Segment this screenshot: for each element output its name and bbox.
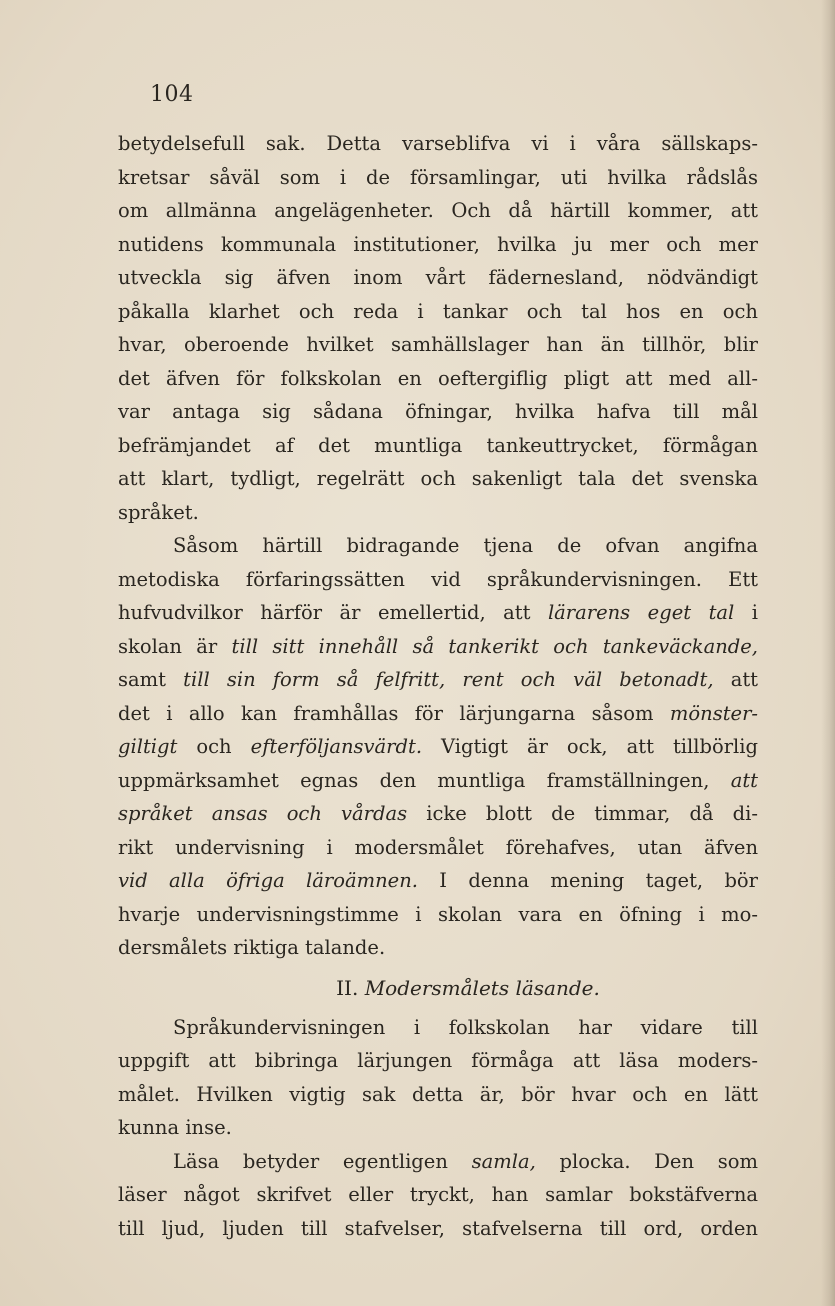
text-line: uppmärksamhet egnas den muntliga framställningen, att (118, 768, 758, 792)
text-line: rikt undervisning i modersmålet förehafves, utan äfven (118, 835, 758, 859)
italic-phrase: mönster- (669, 701, 758, 725)
text-line: hvar, oberoende hvilket samhällslager han än tillhör, blir (118, 333, 758, 356)
italic-phrase: vid alla öfriga läroämnen. (118, 869, 418, 892)
italic-phrase: till sitt innehåll så tankerikt och tankeväckande, (231, 634, 758, 658)
italic-phrase: språket ansas och vårdas (118, 802, 408, 825)
text-line: det äfven för folkskolan en oeftergiflig pligt att med all- (118, 366, 758, 390)
text-line: Språkundervisningen i folkskolan har vidare till (173, 1015, 758, 1039)
italic-phrase: samla, (471, 1149, 536, 1173)
text-line: dersmålets riktiga talande. (118, 936, 386, 959)
text-line: uppgift att bibringa lärjungen förmåga att läsa moders- (118, 1049, 758, 1072)
text-line: betydelsefull sak. Detta varseblifva vi i våra sällskaps- (118, 132, 758, 155)
page-body-text (118, 127, 758, 1245)
text-line: var antaga sig sådana öfningar, hvilka hafva till mål (118, 400, 758, 423)
italic-phrase: att (730, 768, 758, 792)
italic-phrase: giltigt (118, 735, 178, 758)
text-line: till ljud, ljuden till stafvelser, stafvelserna till ord, orden (118, 1216, 758, 1240)
section-number: II. (336, 975, 359, 1000)
section-title: Modersmålets läsande. (364, 975, 600, 1000)
text-line: läser något skrifvet eller tryckt, han samlar bokstäfverna (118, 1183, 758, 1206)
page-number: 104 (150, 82, 194, 107)
text-line: det i allo kan framhållas för lärjungarna såsom mönster- (118, 701, 758, 725)
text-line: befrämjandet af det muntliga tankeuttrycket, förmågan (118, 433, 758, 457)
page-gutter-shadow (821, 0, 835, 1306)
text-line: samt till sin form så felfritt, rent och väl betonadt, att (118, 668, 758, 691)
text-line: utveckla sig äfven inom vårt fädernesland, nödvändigt (118, 266, 758, 289)
text-line: påkalla klarhet och reda i tankar och tal hos en och (118, 299, 758, 323)
text-line: språket. (118, 500, 199, 524)
text-line: hvarje undervisningstimme i skolan vara en öfning i mo- (118, 902, 758, 926)
text-line: om allmänna angelägenheter. Och då härtill kommer, att (118, 199, 758, 222)
text-line: hufvudvilkor härför är emellertid, att lärarens eget tal i (118, 601, 758, 624)
text-line: målet. Hvilken vigtig sak detta är, bör hvar och en lätt (118, 1082, 758, 1106)
text-line: språket ansas och vårdas icke blott de timmar, då di- (118, 802, 758, 825)
text-line: att klart, tydligt, regelrätt och sakenligt tala det svenska (118, 467, 758, 490)
italic-phrase: efterföljansvärdt. (250, 735, 423, 758)
text-line: Läsa betyder egentligen samla, plocka. Den som (173, 1149, 758, 1173)
text-line: nutidens kommunala institutioner, hvilka ju mer och mer (118, 232, 758, 256)
italic-phrase: till sin form så felfritt, rent och väl betonadt, (183, 668, 714, 691)
text-line: metodiska förfaringssätten vid språkundervisningen. Ett (118, 567, 758, 591)
section-heading (118, 965, 758, 1011)
text-line: kunna inse. (118, 1116, 232, 1139)
text-line: skolan är till sitt innehåll så tankerikt och tankeväckande, (118, 634, 758, 658)
text-line: giltigt och efterföljansvärdt. Vigtigt är ock, att tillbörlig (118, 735, 759, 758)
text-line: Såsom härtill bidragande tjena de ofvan angifna (173, 534, 758, 557)
text-line: kretsar såväl som i de församlingar, uti hvilka rådslås (118, 165, 758, 189)
italic-phrase: lärarens eget tal (547, 601, 735, 624)
text-line: vid alla öfriga läroämnen. I denna mening taget, bör (118, 869, 758, 892)
